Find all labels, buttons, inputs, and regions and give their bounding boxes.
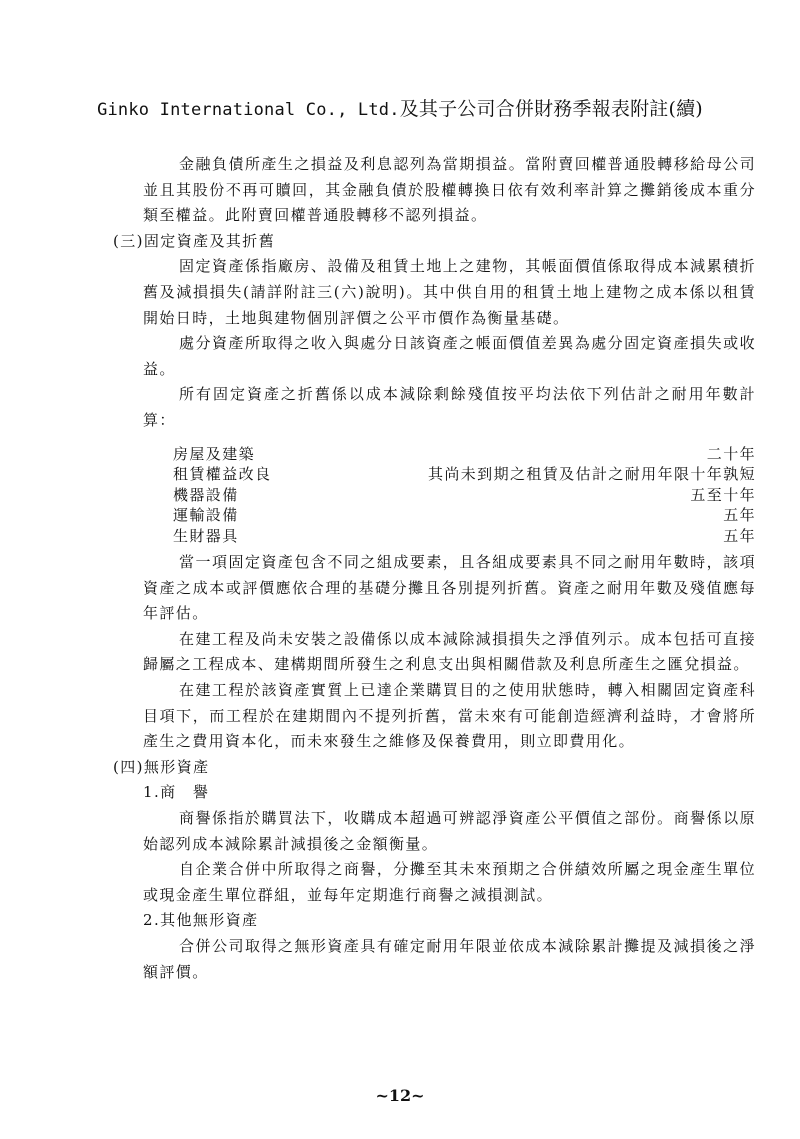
useful-life: 五至十年 [690,485,756,504]
page-header [0,94,800,121]
paragraph-capitalization: 在建工程於該資產實質上已達企業購買目的之使用狀態時，轉入相關固定資產科目項下，而工程於在建期間內不提列折舊，當未來有可能創造經濟利益時，才會將所產生之費用資本化，而未來發生之維修及保養費用，則立即費用化。 [143,681,756,751]
section-heading-intangible-assets: (四)無形資產 [113,757,210,776]
useful-life: 五年 [723,506,756,525]
useful-life: 二十年 [706,444,756,463]
document-body [113,152,756,985]
paragraph-goodwill-definition: 商譽係指於購買法下，收購成本超過可辨認淨資產公平價值之部份。商譽係以原始認列成本減除累計減損後之金額衡量。 [143,808,756,853]
table-row [173,464,756,485]
useful-lives-table [113,444,756,547]
page-number: ~12~ [375,1086,425,1105]
useful-life: 五年 [723,526,756,545]
asset-item: 租賃權益改良 [173,465,272,484]
paragraph-depreciation: 所有固定資產之折舊係以成本減除剩餘殘值按平均法依下列估計之耐用年數計算： [143,385,756,429]
asset-item: 生財器具 [173,526,239,545]
paragraph-other-intangibles: 合併公司取得之無形資產具有確定耐用年限並依成本減除累計攤提及減損後之淨額評價。 [143,936,756,981]
header-suffix: 及其子公司合併財務季報表附註(續) [399,98,703,120]
useful-life: 其尚未到期之租賃及估計之耐用年限十年孰短 [427,465,756,484]
paragraph-fixed-assets-definition: 固定資產係指廠房、設備及租賃土地上之建物，其帳面價值係取得成本減累積折舊及減損損失(請詳附註三(六)說明)。其中供自用的租賃土地上建物之成本係以租賃開始日時，土地與建物個別評價之公平市價作為衡量基礎。 [143,257,756,327]
table-row [173,444,756,465]
section-heading-fixed-assets: (三)固定資產及其折舊 [113,231,276,250]
paragraph-financial-liabilities: 金融負債所產生之損益及利息認列為當期損益。當附賣回權普通股轉移給母公司並且其股份不再可贖回，其金融負債於股權轉換日依有效利率計算之攤銷後成本重分類至權益。此附賣回權普通股轉移不認列損益。 [143,155,756,225]
subheading-goodwill: 1.商 譽 [143,783,210,802]
asset-item: 運輸設備 [173,506,239,525]
paragraph-goodwill-impairment: 自企業合併中所取得之商譽，分攤至其未來預期之合併績效所屬之現金產生單位或現金產生單位群組，並每年定期進行商譽之減損測試。 [143,860,756,904]
subheading-other-intangibles: 2.其他無形資產 [143,911,259,930]
asset-item: 房屋及建築 [173,444,256,463]
company-name: Ginko International Co., Ltd. [97,100,400,120]
paragraph-components: 當一項固定資產包含不同之組成要素，且各組成要素具不同之耐用年數時，該項資產之成本或評價應依合理的基礎分攤且各別提列折舊。資產之耐用年數及殘值應每年評估。 [143,553,756,623]
paragraph-disposal: 處分資產所取得之收入與處分日該資產之帳面價值差異為處分固定資產損失或收益。 [143,334,756,378]
paragraph-construction-in-progress: 在建工程及尚未安裝之設備係以成本減除減損損失之淨值列示。成本包括可直接歸屬之工程成本、建構期間所發生之利息支出與相關借款及利息所產生之匯兌損益。 [143,629,756,674]
asset-item: 機器設備 [173,485,239,504]
table-row [173,526,756,547]
table-row [173,485,756,506]
table-row [173,505,756,526]
